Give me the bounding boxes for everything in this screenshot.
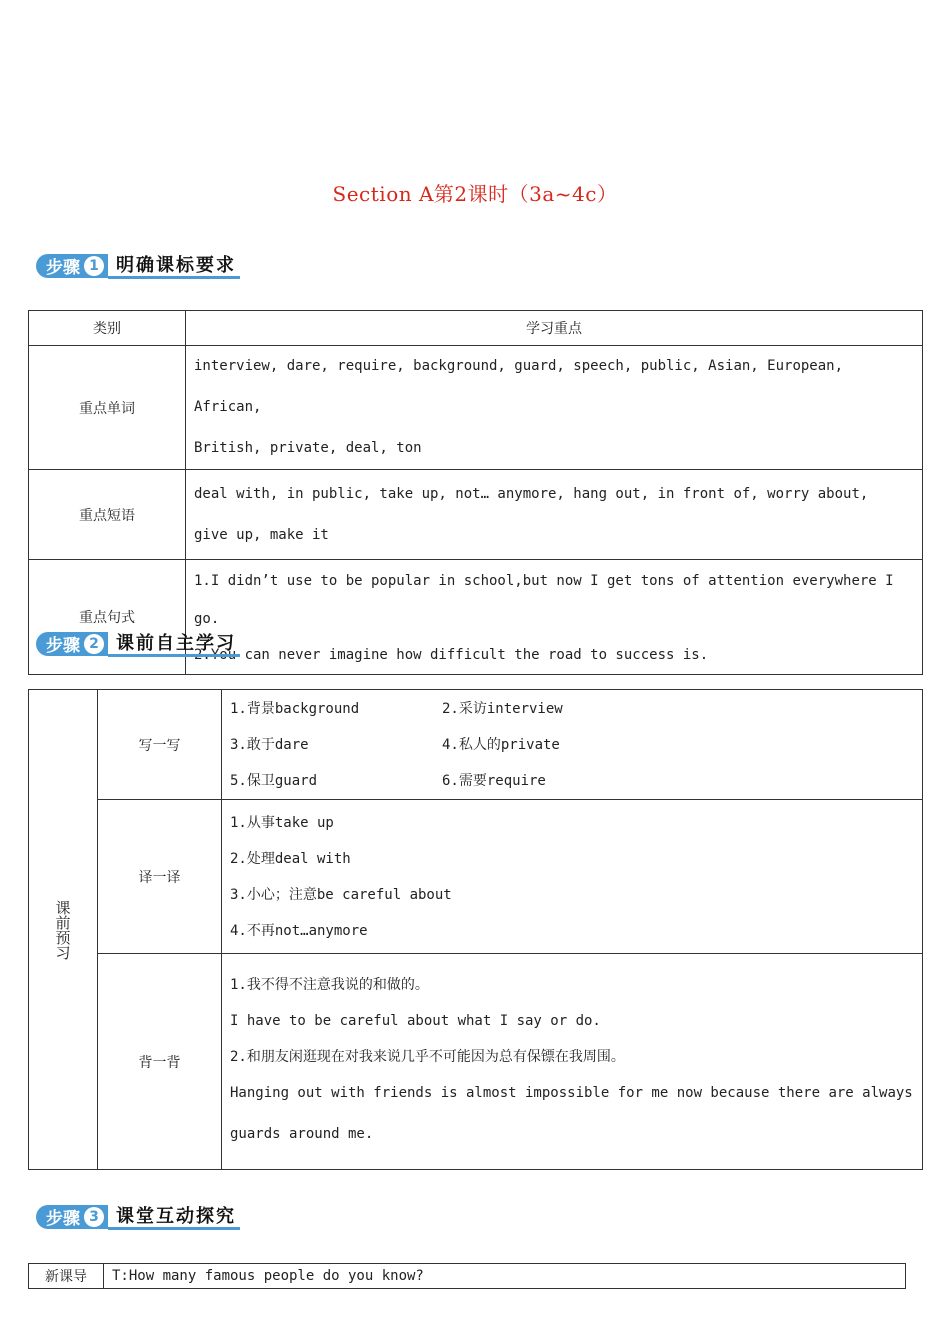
row-line: British, private, deal, ton: [194, 440, 422, 456]
recite-line: Hanging out with friends is almost impossible for me now because there are always: [230, 1084, 913, 1101]
write-item: 5.保卫guard: [230, 772, 318, 789]
translate-item: 4.不再not…anymore: [230, 922, 368, 939]
row-line: 1.I didn’t use to be popular in school,but now I get tons of attention everywhere I: [194, 573, 894, 589]
step-label: 课堂互动探究: [108, 1203, 240, 1230]
side-label: 课前预习: [53, 899, 72, 960]
recite-line: guards around me.: [230, 1125, 374, 1142]
recite-line: 1.我不得不注意我说的和做的。: [230, 976, 429, 993]
recite-line: I have to be careful about what I say or do.: [230, 1012, 601, 1029]
table-row: [29, 1264, 906, 1289]
page-title: Section A第2课时（3a~4c）: [332, 182, 618, 206]
table-row: [29, 470, 923, 560]
row-content: [186, 560, 923, 675]
side-label-cell: [29, 690, 98, 1170]
row-category: 重点短语: [29, 470, 186, 560]
table-row: [29, 560, 923, 675]
intro-table: [28, 1263, 906, 1289]
write-item: 2.采访interview: [442, 700, 563, 717]
row-content: [186, 346, 923, 470]
row-line: 2.You can never imagine how difficult the road to success is.: [194, 647, 709, 663]
step-label: 明确课标要求: [108, 252, 240, 279]
step-badge: [36, 632, 108, 656]
step-2-heading: [36, 630, 240, 657]
row-line: give up, make it: [194, 526, 329, 543]
translate-item: 1.从事take up: [230, 814, 334, 831]
intro-text: T:How many famous people do you know?: [104, 1264, 906, 1289]
write-label: 写一写: [98, 690, 222, 800]
translate-item: 2.处理deal with: [230, 850, 351, 867]
step-3-heading: [36, 1203, 240, 1230]
write-item: 4.私人的private: [442, 736, 560, 753]
row-line: deal with, in public, take up, not… anymore, hang out, in front of, worry about,: [194, 485, 869, 502]
row-category: 重点句式: [29, 560, 186, 675]
step-badge-text: 步骤: [46, 1209, 80, 1229]
preview-table: [28, 689, 923, 1170]
row-category: 重点单词: [29, 346, 186, 470]
translate-content: [222, 800, 923, 954]
step-1-heading: [36, 252, 240, 279]
table-row: [29, 800, 923, 954]
recite-content: [222, 954, 923, 1170]
write-item: 1.背景background: [230, 700, 360, 717]
header-focus: 学习重点: [186, 311, 923, 346]
intro-label: 新课导: [29, 1264, 104, 1289]
table-header-row: [29, 311, 923, 346]
step-label: 课前自主学习: [108, 630, 240, 657]
table-row: [29, 690, 923, 800]
step-number: 2: [84, 634, 104, 654]
translate-label: 译一译: [98, 800, 222, 954]
header-category: 类别: [29, 311, 186, 346]
recite-label: 背一背: [98, 954, 222, 1170]
table-row: [29, 346, 923, 470]
step-number: 1: [84, 256, 104, 276]
step-badge: [36, 1205, 108, 1229]
table-row: [29, 954, 923, 1170]
step-badge-text: 步骤: [46, 636, 80, 656]
step-badge-text: 步骤: [46, 258, 80, 278]
write-item: 3.敢于dare: [230, 736, 309, 753]
row-line: go.: [194, 611, 220, 627]
row-line: interview, dare, require, background, guard, speech, public, Asian, European, African,: [194, 358, 844, 415]
write-item: 6.需要require: [442, 772, 546, 789]
write-content: [222, 690, 923, 800]
recite-line: 2.和朋友闲逛现在对我来说几乎不可能因为总有保镖在我周围。: [230, 1048, 625, 1065]
key-points-table: [28, 310, 923, 675]
step-badge: [36, 254, 108, 278]
row-content: [186, 470, 923, 560]
translate-item: 3.小心；注意be careful about: [230, 886, 452, 903]
step-number: 3: [84, 1207, 104, 1227]
